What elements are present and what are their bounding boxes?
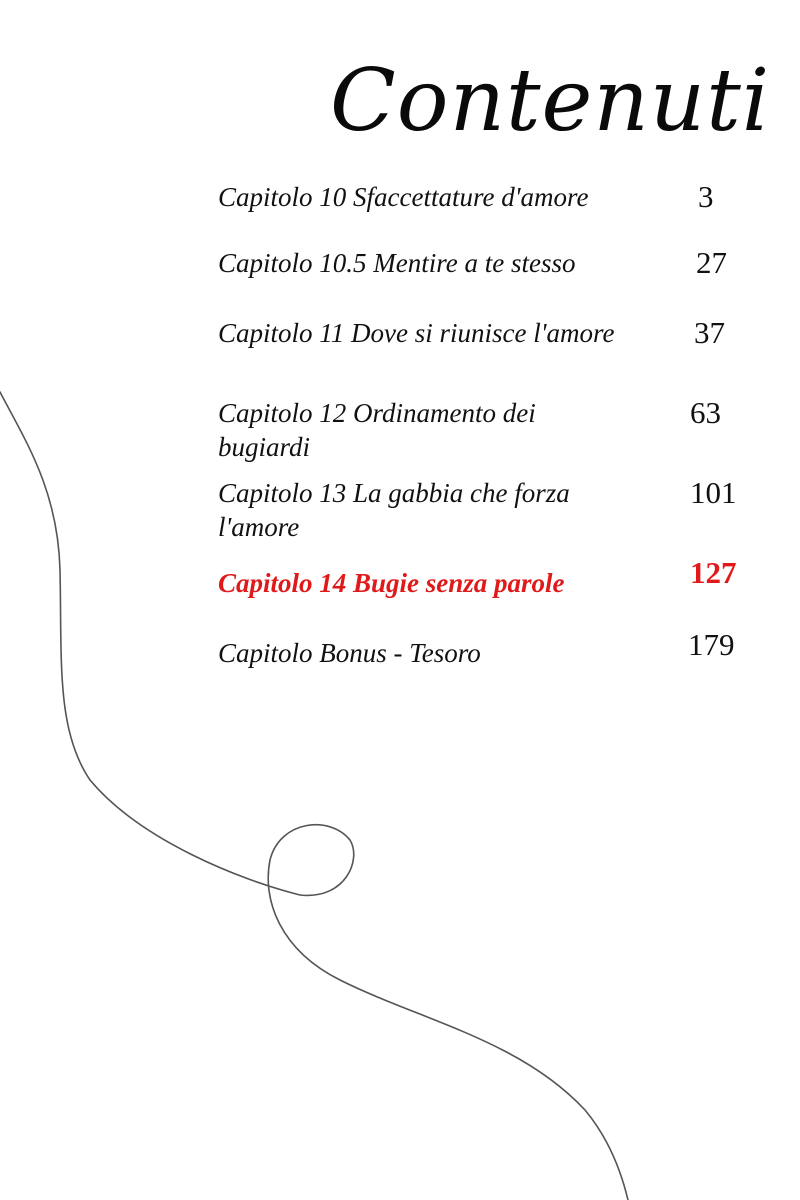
toc-entry-page-number: 3 xyxy=(698,179,714,214)
toc-entry-page-number: 101 xyxy=(690,475,737,510)
toc-entry-label: Capitolo 14 Bugie senza parole xyxy=(218,568,565,598)
toc-entry-label: Capitolo Bonus - Tesoro xyxy=(218,638,481,668)
toc-entry-page-number: 63 xyxy=(690,395,721,430)
toc-entry-page-number: 37 xyxy=(694,315,725,350)
toc-entry-label: Capitolo 12 Ordinamento dei bugiardi xyxy=(218,398,536,462)
toc-entry-page-number: 179 xyxy=(688,627,735,662)
toc-entry-page-number: 127 xyxy=(690,555,737,590)
toc-entry-label: Capitolo 11 Dove si riunisce l'amore xyxy=(218,318,615,348)
toc-entry-label: Capitolo 10.5 Mentire a te stesso xyxy=(218,248,576,278)
toc-entry-label: Capitolo 10 Sfaccettature d'amore xyxy=(218,182,589,212)
toc-entry-page-number: 27 xyxy=(696,245,727,280)
toc-entry-label: Capitolo 13 La gabbia che forza l'amore xyxy=(218,478,570,542)
page-title: Contenuti xyxy=(330,51,771,151)
